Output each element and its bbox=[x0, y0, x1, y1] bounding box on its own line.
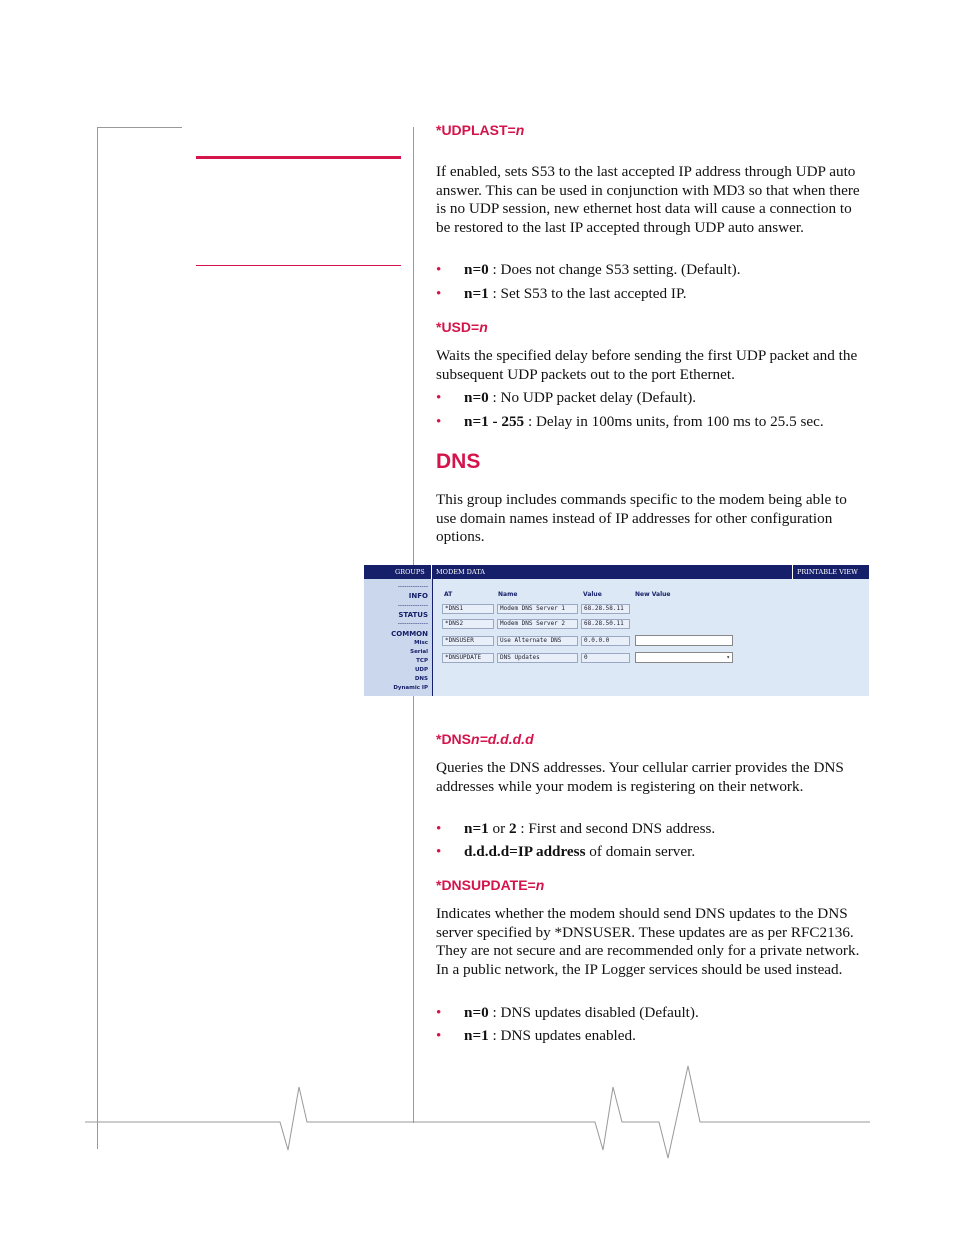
row3-value: 0.0.0.0 bbox=[581, 636, 630, 646]
dns-section-heading: DNS bbox=[436, 450, 481, 473]
footer-wave-rule bbox=[0, 1060, 954, 1170]
sidebar-item-dns[interactable]: DNS bbox=[414, 676, 428, 682]
sidebar-item-serial[interactable]: Serial bbox=[410, 649, 428, 655]
row1-name: Modem DNS Server 1 bbox=[497, 604, 578, 614]
sidebar-item-misc[interactable]: Misc bbox=[414, 640, 428, 646]
row3-new-value-input[interactable] bbox=[635, 635, 733, 646]
row1-value: 68.28.58.11 bbox=[581, 604, 630, 614]
sidebar-status[interactable]: STATUS bbox=[398, 611, 428, 619]
groups-label: GROUPS bbox=[395, 568, 425, 576]
dnsn-bullet-2: • d.d.d.d=IP address of domain server. bbox=[436, 843, 696, 860]
usd-description: Waits the specified delay before sending the first UDP packet and the subsequent UDP packets out to the port Ethernet. bbox=[436, 347, 858, 383]
left-margin-rule bbox=[97, 127, 98, 1149]
dnsupdate-description: Indicates whether the modem should send DNS updates to the DNS server specified by *DNSUSER. These updates are as per RFC2136. They are not secure and are recommended only for a private network. In a public network, the IP Logger services should be used instead. bbox=[436, 905, 860, 978]
row4-at: *DNSUPDATE bbox=[442, 653, 494, 663]
modem-data-label: MODEM DATA bbox=[436, 568, 485, 576]
row2-at: *DNS2 bbox=[442, 619, 494, 629]
col-header-at: AT bbox=[444, 591, 453, 598]
sidebar-common[interactable]: COMMON bbox=[391, 630, 428, 638]
udplast-description: If enabled, sets S53 to the last accepted IP address through UDP auto answer. This can be used in conjunction with MD3 so that when there is no UDP session, new ethernet host data will cause a connection to be restored to the last IP accepted through UDP auto answer. bbox=[436, 163, 860, 236]
udplast-heading: *UDPLAST=n bbox=[436, 122, 525, 138]
top-corner-rule bbox=[97, 127, 182, 128]
usd-bullet-1: • n=0 : No UDP packet delay (Default). bbox=[436, 389, 697, 406]
sidebar-item-udp[interactable]: UDP bbox=[414, 667, 428, 673]
sidebar-accent-rule bbox=[196, 156, 401, 159]
dnsupdate-bullet-1: • n=0 : DNS updates disabled (Default). bbox=[436, 1004, 699, 1021]
chevron-down-icon: ▾ bbox=[726, 654, 730, 661]
sidebar-dash-3: -------------- bbox=[397, 620, 428, 627]
row2-value: 68.28.50.11 bbox=[581, 619, 630, 629]
dnsupdate-bullet-2: • n=1 : DNS updates enabled. bbox=[436, 1027, 636, 1044]
row3-name: Use Alternate DNS bbox=[497, 636, 578, 646]
dnsn-heading: *DNSn=d.d.d.d bbox=[436, 731, 534, 747]
sidebar-item-tcp[interactable]: TCP bbox=[416, 658, 428, 664]
row1-at: *DNS1 bbox=[442, 604, 494, 614]
row4-name: DNS Updates bbox=[497, 653, 578, 663]
dns-intro: This group includes commands specific to the modem being able to use domain names instead of IP addresses for other configuration options. bbox=[436, 491, 847, 546]
row3-at: *DNSUSER bbox=[442, 636, 494, 646]
row4-new-value-select[interactable] bbox=[635, 652, 733, 663]
col-header-new-value: New Value bbox=[635, 591, 671, 598]
sidebar-item-dynamic-ip[interactable]: Dynamic IP bbox=[393, 685, 428, 691]
col-header-value: Value bbox=[583, 591, 602, 598]
sidebar-dash-2: -------------- bbox=[397, 602, 428, 609]
modem-data-screenshot bbox=[364, 565, 869, 696]
sidebar-dash-1: -------------- bbox=[397, 583, 428, 590]
printable-view-link[interactable]: PRINTABLE VIEW bbox=[797, 568, 858, 576]
udplast-bullet-1: • n=0 : Does not change S53 setting. (Default). bbox=[436, 261, 741, 278]
udplast-bullet-2: • n=1 : Set S53 to the last accepted IP. bbox=[436, 285, 687, 302]
row2-name: Modem DNS Server 2 bbox=[497, 619, 578, 629]
usd-heading: *USD=n bbox=[436, 319, 488, 335]
usd-bullet-2: • n=1 - 255 : Delay in 100ms units, from 100 ms to 25.5 sec. bbox=[436, 413, 824, 430]
row4-value: 0 bbox=[581, 653, 630, 663]
dnsupdate-heading: *DNSUPDATE=n bbox=[436, 877, 545, 893]
sidebar-thin-rule bbox=[196, 265, 401, 266]
sidebar-info[interactable]: INFO bbox=[408, 592, 428, 600]
col-header-name: Name bbox=[498, 591, 518, 598]
dnsn-description: Queries the DNS addresses. Your cellular carrier provides the DNS addresses while your modem is registering on their network. bbox=[436, 759, 844, 795]
screenshot-sidebar bbox=[364, 579, 433, 696]
screenshot-header-bar bbox=[364, 565, 869, 579]
dnsn-bullet-1: • n=1 or 2 : First and second DNS address. bbox=[436, 820, 716, 837]
